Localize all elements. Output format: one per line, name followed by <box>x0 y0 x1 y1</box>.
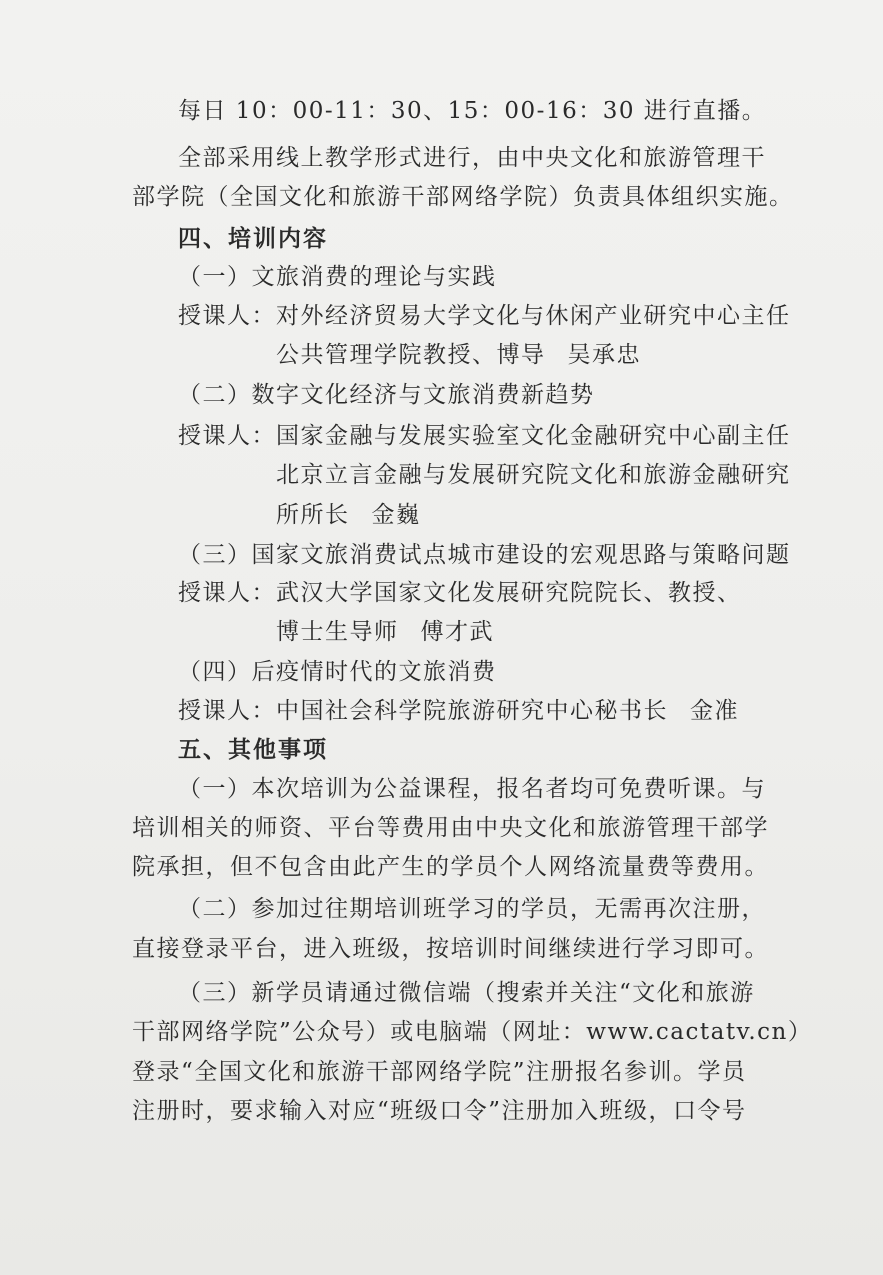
lecturer-name: 傅才武 <box>420 619 494 645</box>
course-title-4: （四）后疫情时代的文旅消费 <box>178 659 497 685</box>
lecturer-row-4 <box>178 696 739 726</box>
lecturer-row-1 <box>178 301 791 331</box>
lecturer-last-line-1 <box>276 340 641 370</box>
para1-line2: 培训相关的师资、平台等费用由中央文化和旅游管理干部学 <box>132 815 769 841</box>
para2-line2: 直接登录平台，进入班级，按培训时间继续进行学习即可。 <box>132 936 769 962</box>
para1-line3: 院承担，但不包含由此产生的学员个人网络流量费等费用。 <box>132 854 769 880</box>
lecturer-title: 所所长 <box>276 502 350 528</box>
delivery-line-1: 全部采用线上教学形式进行，由中央文化和旅游管理干 <box>178 145 766 171</box>
lecturer-last-line-3 <box>276 617 494 647</box>
para3-line3: 登录“全国文化和旅游干部网络学院”注册报名参训。学员 <box>132 1059 747 1085</box>
section-heading-training-content: 四、培训内容 <box>178 225 328 252</box>
lecturer-title: 中国社会科学院旅游研究中心秘书长 <box>276 698 668 724</box>
lecturer-row-3 <box>178 578 742 608</box>
lecturer-name: 金准 <box>690 698 739 724</box>
para3-line2: 干部网络学院”公众号）或电脑端（网址：www.cactatv.cn） <box>132 1019 813 1045</box>
lecturer-title: 博士生导师 <box>276 619 399 645</box>
lecturer-affiliation-2b: 北京立言金融与发展研究院文化和旅游金融研究 <box>276 462 791 488</box>
lecturer-name: 金巍 <box>371 502 421 528</box>
lecturer-name: 吴承忠 <box>567 342 641 368</box>
lecturer-label: 授课人： <box>178 303 276 329</box>
para3-line4: 注册时，要求输入对应“班级口令”注册加入班级，口令号 <box>132 1098 747 1124</box>
lecturer-affiliation: 武汉大学国家文化发展研究院院长、教授、 <box>276 580 742 606</box>
delivery-line-2: 部学院（全国文化和旅游干部网络学院）负责具体组织实施。 <box>132 184 794 210</box>
lecturer-affiliation: 国家金融与发展实验室文化金融研究中心副主任 <box>276 423 791 449</box>
lecturer-row-2 <box>178 421 791 451</box>
para1-line1: （一）本次培训为公益课程，报名者均可免费听课。与 <box>178 776 766 802</box>
lecturer-label: 授课人： <box>178 698 276 724</box>
course-title-2: （二）数字文化经济与文旅消费新趋势 <box>178 382 595 408</box>
lecturer-label: 授课人： <box>178 423 276 449</box>
lecturer-label: 授课人： <box>178 580 276 606</box>
course-title-1: （一）文旅消费的理论与实践 <box>178 264 497 290</box>
lecturer-affiliation: 对外经济贸易大学文化与休闲产业研究中心主任 <box>276 303 791 329</box>
para3-line1: （三）新学员请通过微信端（搜索并关注“文化和旅游 <box>178 980 755 1006</box>
para2-line1: （二）参加过往期培训班学习的学员，无需再次注册， <box>178 896 766 922</box>
schedule-line: 每日 10：00-11：30、15：00-16：30 进行直播。 <box>178 98 767 124</box>
section-heading-other-matters: 五、其他事项 <box>178 736 328 763</box>
course-title-3: （三）国家文旅消费试点城市建设的宏观思路与策略问题 <box>178 542 791 568</box>
lecturer-last-line-2 <box>276 500 421 530</box>
lecturer-title: 公共管理学院教授、博导 <box>276 342 546 368</box>
